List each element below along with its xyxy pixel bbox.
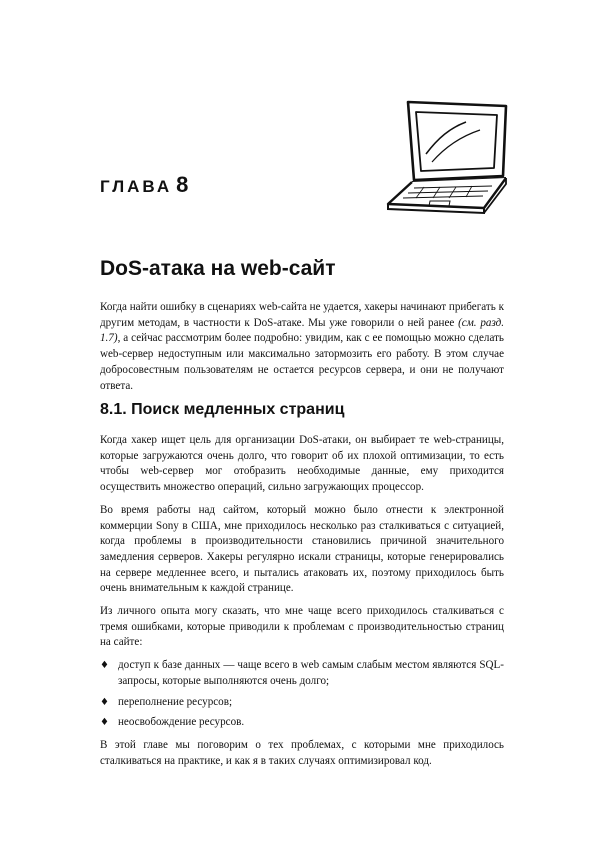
- chapter-title: DoS-атака на web-сайт: [100, 257, 336, 280]
- bullet-item: [100, 695, 504, 711]
- intro-text-end: , а сейчас рассмотрим более подробно: увидим, как с ее помощью можно сделать web-сервер недоступным или максимально затормозить его работу. В этом случае добросовестным пользователям не остается ресурсов сервера, и они не получают ответа.: [100, 332, 504, 392]
- diamond-bullet-icon: ♦: [100, 696, 109, 708]
- intro-paragraph: [100, 300, 504, 394]
- diamond-bullet-icon: ♦: [100, 717, 109, 729]
- section-body: [100, 433, 504, 776]
- bullet-item: [100, 715, 504, 731]
- bullet-list: [100, 658, 504, 731]
- closing-paragraph: В этой главе мы поговорим о тех проблемах, с которыми мне приходилось сталкиваться на практике, и как я в таких случаях оптимизировал код.: [100, 738, 504, 767]
- bullet-text: доступ к базе данных — чаще всего в web самым слабым местом являются SQL-запросы, которые выполняются очень долго;: [118, 659, 504, 687]
- bullet-text: неосвобождение ресурсов.: [118, 716, 245, 729]
- chapter-number: 8: [176, 172, 189, 197]
- chapter-label: [100, 172, 188, 198]
- section-title: 8.1. Поиск медленных страниц: [100, 401, 345, 418]
- bullet-text: переполнение ресурсов;: [118, 695, 233, 708]
- chapter-label-text: ГЛАВА: [100, 177, 173, 196]
- paragraph: Когда хакер ищет цель для организации DoS-атаки, он выбирает те web-страницы, которые загружаются очень долго, что говорит об их плохой оптимизации, то есть чтобы web-сервер мог отобразить необходимые данные, ему приходится осуществить множество операций, сильно загружающих процессор.: [100, 434, 504, 494]
- section-reference: (см. разд. 1.7): [100, 316, 505, 345]
- diamond-bullet-icon: ♦: [100, 660, 109, 672]
- intro-text-start: Когда найти ошибку в сценариях web-сайта не удается, хакеры начинают прибегать к другим методам, в частности к DoS-атаке. Мы уже говорили о ней ранее: [100, 301, 504, 329]
- intro-block: [100, 300, 504, 401]
- bullet-item: [100, 658, 504, 689]
- paragraph: Из личного опыта могу сказать, что мне чаще всего приходилось сталкиваться с тремя ошибками, которые приводили к проблемам с производительностью страниц на сайте:: [100, 605, 504, 649]
- paragraph: Во время работы над сайтом, который можно было отнести к электронной коммерции Sony в США, мне приходилось несколько раз сталкиваться с ситуацией, когда проблемы в производительности становились причиной значительного замедления серверов. Хакеры регулярно искали страницы, которые генерировались на сервере медленнее всего, и пытались атаковать их, поэтому приходилось быть очень внимательным к каждой странице.: [100, 503, 504, 595]
- laptop-illustration-icon: [380, 92, 520, 222]
